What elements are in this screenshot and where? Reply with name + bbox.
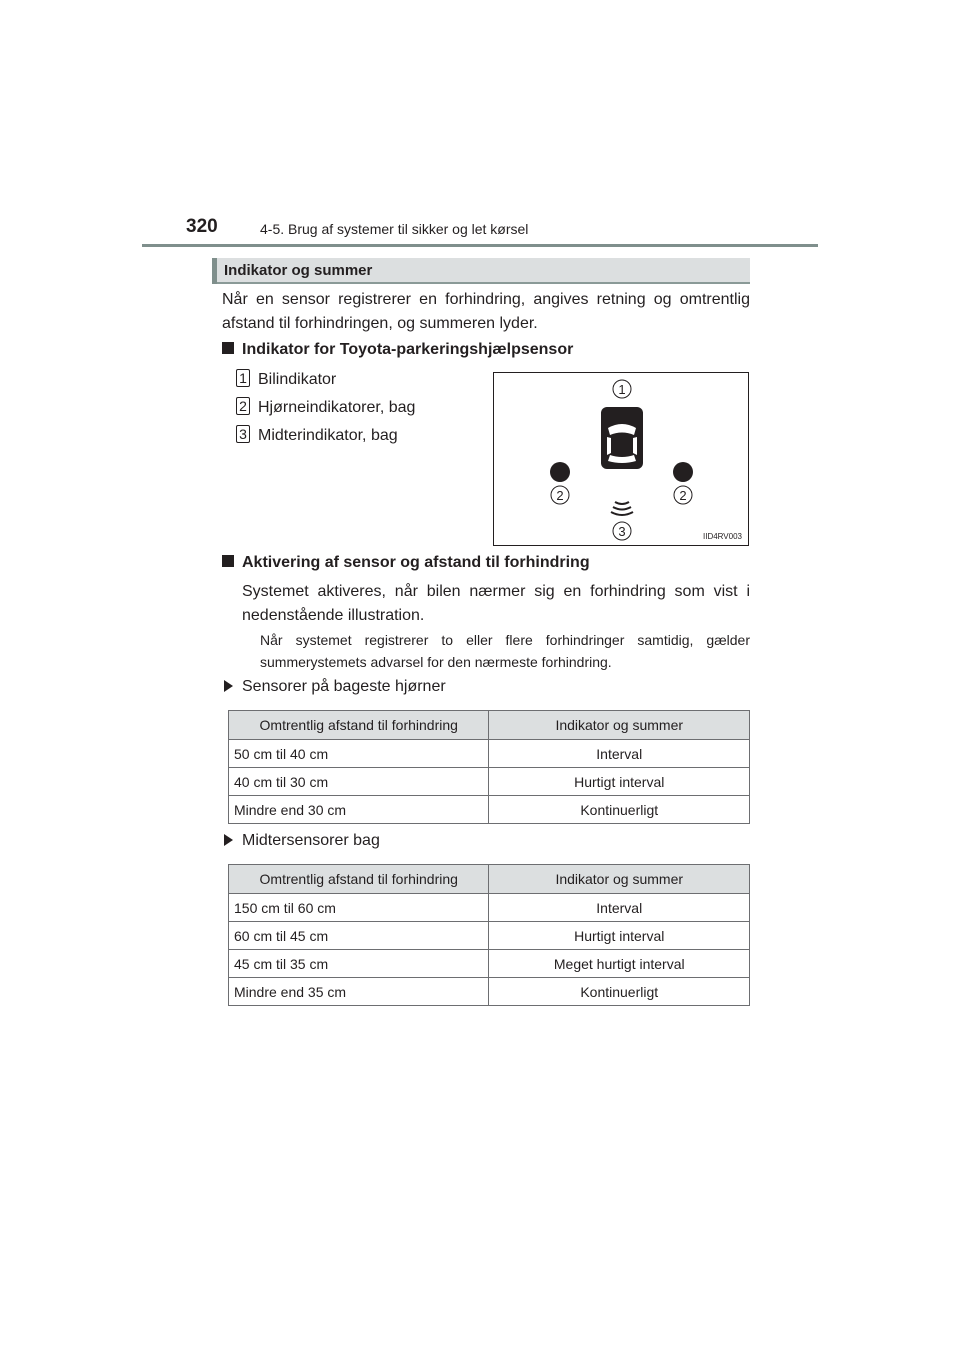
heading-title: Indikator og summer	[224, 262, 373, 279]
legend-number-1: 1	[236, 369, 250, 387]
table-cell-distance: 45 cm til 35 cm	[229, 950, 489, 978]
center-rear-indicator-icon	[611, 502, 633, 515]
table-row	[229, 768, 750, 796]
sensor-diagram	[494, 373, 748, 545]
table-cell-indicator: Kontinuerligt	[489, 978, 750, 1006]
subsection-indicator-title: Indikator for Toyota-parkeringshjælpsensor	[242, 341, 574, 358]
rear-right-corner-indicator	[673, 462, 693, 482]
car-indicator-icon	[601, 407, 643, 469]
table-row	[229, 796, 750, 824]
table-row	[229, 950, 750, 978]
table-cell-distance: 150 cm til 60 cm	[229, 894, 489, 922]
table-cell-indicator: Hurtigt interval	[489, 922, 750, 950]
table-cell-distance: 60 cm til 45 cm	[229, 922, 489, 950]
sensor-indicator-figure	[493, 372, 749, 546]
table2-caption	[224, 832, 380, 850]
callout-2-right: 2	[679, 488, 687, 503]
corner-sensors-table	[228, 710, 750, 824]
table1-caption-text: Sensorer på bageste hjørner	[242, 678, 446, 695]
table-cell-indicator: Meget hurtigt interval	[489, 950, 750, 978]
triangle-bullet-icon	[224, 680, 233, 692]
legend-number-3: 3	[236, 425, 250, 443]
activation-paragraph: Systemet aktiveres, når bilen nærmer sig en forhindring som vist i nedenstående illustration.	[242, 583, 750, 624]
table-cell-distance: 40 cm til 30 cm	[229, 768, 489, 796]
center-sensors-table	[228, 864, 750, 1006]
legend-item	[236, 397, 415, 417]
heading-bar	[212, 258, 750, 284]
callout-1: 1	[618, 382, 626, 397]
table-cell-indicator: Interval	[489, 740, 750, 768]
subsection-activation-title: Aktivering af sensor og afstand til forhindring	[242, 554, 590, 571]
heading-accent	[212, 258, 217, 284]
table-cell-indicator: Kontinuerligt	[489, 796, 750, 824]
table-row	[229, 894, 750, 922]
table-cell-indicator: Hurtigt interval	[489, 768, 750, 796]
legend-label-3: Midterindikator, bag	[258, 427, 398, 444]
table2-caption-text: Midtersensorer bag	[242, 832, 380, 849]
callout-2-left: 2	[556, 488, 564, 503]
intro-paragraph: Når en sensor registrerer en forhindring, angives retning og omtrentlig afstand til forhindringen, og summeren lyder.	[222, 291, 750, 332]
triangle-bullet-icon	[224, 834, 233, 846]
table-cell-distance: 50 cm til 40 cm	[229, 740, 489, 768]
table-header-distance: Omtrentlig afstand til forhindring	[229, 711, 489, 740]
subsection-activation-heading	[222, 554, 590, 572]
table-row	[229, 740, 750, 768]
callout-3: 3	[618, 524, 626, 539]
legend-number-2: 2	[236, 397, 250, 415]
rear-left-corner-indicator	[550, 462, 570, 482]
table-row	[229, 978, 750, 1006]
table-header-row	[229, 865, 750, 894]
note-paragraph: Når systemet registrerer to eller flere forhindringer samtidig, gælder summerystemets advarsel for den nærmeste forhindring.	[260, 632, 750, 670]
figure-code: IID4RV003	[703, 532, 742, 541]
page-number: 320	[186, 216, 218, 237]
table-header-distance: Omtrentlig afstand til forhindring	[229, 865, 489, 894]
table1-caption	[224, 678, 446, 696]
section-title: 4-5. Brug af systemer til sikker og let kørsel	[260, 221, 529, 237]
table-cell-distance: Mindre end 35 cm	[229, 978, 489, 1006]
legend-item	[236, 425, 398, 445]
table-header-indicator: Indikator og summer	[489, 711, 750, 740]
header-rule	[142, 244, 818, 247]
table-row	[229, 922, 750, 950]
table-cell-distance: Mindre end 30 cm	[229, 796, 489, 824]
square-bullet-icon	[222, 555, 234, 567]
subsection-indicator-heading	[222, 341, 573, 359]
legend-label-1: Bilindikator	[258, 371, 337, 388]
square-bullet-icon	[222, 342, 234, 354]
table-header-indicator: Indikator og summer	[489, 865, 750, 894]
legend-item	[236, 369, 336, 389]
table-cell-indicator: Interval	[489, 894, 750, 922]
legend-label-2: Hjørneindikatorer, bag	[258, 399, 416, 416]
table-header-row	[229, 711, 750, 740]
